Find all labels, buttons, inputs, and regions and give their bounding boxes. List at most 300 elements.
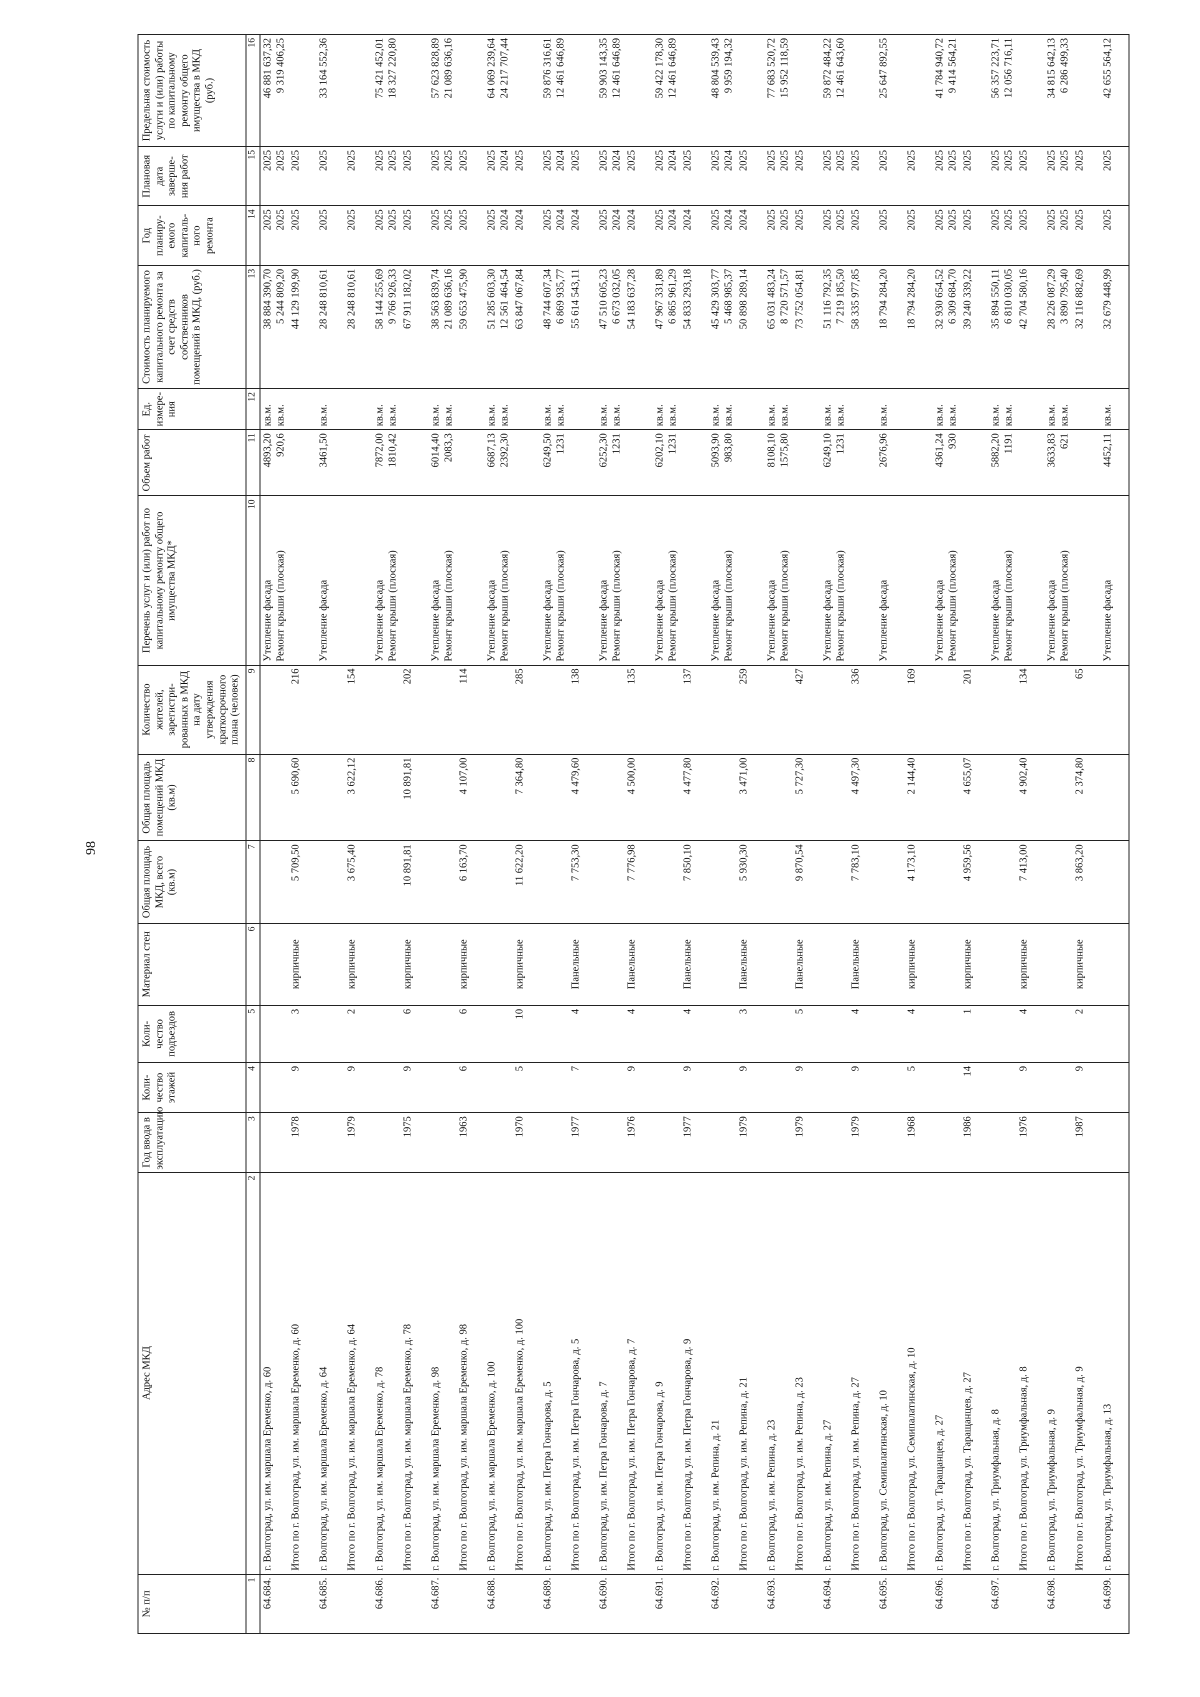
address-cell: г. Волгоград, ул. Семипалатинская, д. 10 bbox=[877, 1172, 905, 1574]
wall-material-cell: Панельные bbox=[625, 923, 653, 1005]
entrances-cell bbox=[317, 1005, 345, 1062]
limit-cost-cell bbox=[737, 35, 765, 147]
repair-year-cell: 2024 bbox=[625, 206, 653, 265]
entrances-cell bbox=[709, 1005, 737, 1062]
works-list-cell bbox=[569, 496, 597, 665]
completion-date-cell: 2025 bbox=[569, 147, 597, 206]
year-built-cell bbox=[877, 1113, 905, 1172]
row-number: 64.693. bbox=[765, 1574, 793, 1633]
completion-date-cell: 2025 2025 bbox=[429, 147, 457, 206]
premises-area-cell: 5 690,60 bbox=[289, 754, 317, 841]
address-cell: Итого по г. Волгоград, ул. им. Репина, д. 23 bbox=[793, 1172, 821, 1574]
work-volume-cell bbox=[681, 430, 709, 496]
work-volume-cell bbox=[513, 430, 541, 496]
entrances-cell bbox=[765, 1005, 793, 1062]
wall-material-cell: Панельные bbox=[849, 923, 877, 1005]
residents-cell: 427 bbox=[793, 665, 821, 754]
year-built-cell: 1977 bbox=[569, 1113, 597, 1172]
premises-area-cell bbox=[1101, 754, 1130, 841]
residents-cell: 65 bbox=[1073, 665, 1101, 754]
completion-date-cell: 2025 bbox=[877, 147, 905, 206]
address-cell: Итого по г. Волгоград, ул. им. маршала Еременко, д. 60 bbox=[289, 1172, 317, 1574]
row-number: 64.699. bbox=[1101, 1574, 1130, 1633]
floors-cell: 9 bbox=[681, 1062, 709, 1112]
floors-cell: 14 bbox=[961, 1062, 989, 1112]
wall-material-cell: кирпичные bbox=[905, 923, 933, 1005]
limit-cost-cell: 34 815 642,13 6 286 499,33 bbox=[1045, 35, 1073, 147]
premises-area-cell bbox=[260, 754, 289, 841]
repair-year-cell: 2025 bbox=[457, 206, 485, 265]
entrances-cell: 4 bbox=[1017, 1005, 1045, 1062]
table-row bbox=[345, 35, 373, 1634]
limit-cost-cell bbox=[401, 35, 429, 147]
limit-cost-cell bbox=[345, 35, 373, 147]
floors-cell: 9 bbox=[1073, 1062, 1101, 1112]
work-volume-cell: 8108,10 1575,80 bbox=[765, 430, 793, 496]
total-area-cell: 5 709,50 bbox=[289, 841, 317, 923]
year-built-cell: 1979 bbox=[737, 1113, 765, 1172]
unit-cell bbox=[905, 389, 933, 430]
wall-material-cell bbox=[317, 923, 345, 1005]
column-number: 14 bbox=[246, 206, 260, 265]
planned-cost-cell: 48 744 607,34 6 869 935,77 bbox=[541, 265, 569, 388]
works-list-cell bbox=[793, 496, 821, 665]
completion-date-cell: 2025 2025 bbox=[989, 147, 1017, 206]
wall-material-cell: кирпичные bbox=[401, 923, 429, 1005]
premises-area-cell bbox=[373, 754, 401, 841]
entrances-cell: 2 bbox=[1073, 1005, 1101, 1062]
work-volume-cell bbox=[569, 430, 597, 496]
entrances-cell bbox=[260, 1005, 289, 1062]
total-area-cell: 4 959,56 bbox=[961, 841, 989, 923]
table-row bbox=[260, 35, 289, 1634]
row-number bbox=[401, 1574, 429, 1633]
planned-cost-cell: 63 847 067,84 bbox=[513, 265, 541, 388]
total-area-cell bbox=[541, 841, 569, 923]
work-volume-cell bbox=[457, 430, 485, 496]
address-cell: г. Волгоград, ул. им. маршала Еременко, д. 64 bbox=[317, 1172, 345, 1574]
limit-cost-cell: 57 623 828,89 21 089 636,16 bbox=[429, 35, 457, 147]
works-list-cell bbox=[961, 496, 989, 665]
total-area-cell bbox=[429, 841, 457, 923]
entrances-cell bbox=[485, 1005, 513, 1062]
entrances-cell bbox=[877, 1005, 905, 1062]
year-built-cell bbox=[1101, 1113, 1130, 1172]
planned-cost-cell: 58 335 977,85 bbox=[849, 265, 877, 388]
limit-cost-cell: 41 784 940,72 9 414 564,21 bbox=[933, 35, 961, 147]
unit-cell bbox=[681, 389, 709, 430]
floors-cell bbox=[877, 1062, 905, 1112]
row-number: 64.687. bbox=[429, 1574, 457, 1633]
header-cell: Стоимость планируемого капитального ремонта за счет средств собственников помещений в МКД, (руб.) bbox=[138, 265, 246, 388]
completion-date-cell: 2025 bbox=[849, 147, 877, 206]
work-volume-cell bbox=[625, 430, 653, 496]
works-list-cell: Утепление фасада Ремонт крыши (плоская) bbox=[429, 496, 457, 665]
unit-cell: кв.м. кв.м. bbox=[1045, 389, 1073, 430]
address-cell: г. Волгоград, ул. Триумфальная, д. 9 bbox=[1045, 1172, 1073, 1574]
unit-cell bbox=[513, 389, 541, 430]
floors-cell bbox=[317, 1062, 345, 1112]
premises-area-cell: 4 655,07 bbox=[961, 754, 989, 841]
limit-cost-cell bbox=[289, 35, 317, 147]
residents-cell: 138 bbox=[569, 665, 597, 754]
residents-cell: 202 bbox=[401, 665, 429, 754]
unit-cell bbox=[345, 389, 373, 430]
repair-year-cell: 2025 2024 bbox=[709, 206, 737, 265]
year-built-cell bbox=[317, 1113, 345, 1172]
floors-cell bbox=[373, 1062, 401, 1112]
entrances-cell: 6 bbox=[401, 1005, 429, 1062]
entrances-cell: 6 bbox=[457, 1005, 485, 1062]
completion-date-cell: 2025 bbox=[737, 147, 765, 206]
address-cell: Итого по г. Волгоград, ул. им. маршала Еременко, д. 100 bbox=[513, 1172, 541, 1574]
premises-area-cell bbox=[429, 754, 457, 841]
row-number: 64.686. bbox=[373, 1574, 401, 1633]
residents-cell: 135 bbox=[625, 665, 653, 754]
table-row bbox=[709, 35, 737, 1634]
residents-cell: 216 bbox=[289, 665, 317, 754]
total-area-cell: 7 413,00 bbox=[1017, 841, 1045, 923]
residents-cell bbox=[373, 665, 401, 754]
limit-cost-cell: 77 683 520,72 15 952 118,59 bbox=[765, 35, 793, 147]
header-cell: Количество жителей, зарегистри-рованных в МКД на дату утверждения краткосрочного плана (человек) bbox=[138, 665, 246, 754]
residents-cell bbox=[877, 665, 905, 754]
column-number: 16 bbox=[246, 35, 260, 147]
entrances-cell: 2 bbox=[345, 1005, 373, 1062]
floors-cell: 9 bbox=[345, 1062, 373, 1112]
planned-cost-cell: 65 031 483,24 8 720 571,57 bbox=[765, 265, 793, 388]
wall-material-cell: кирпичные bbox=[345, 923, 373, 1005]
works-list-cell bbox=[737, 496, 765, 665]
wall-material-cell: Панельные bbox=[737, 923, 765, 1005]
year-built-cell bbox=[260, 1113, 289, 1172]
planned-cost-cell: 67 911 182,02 bbox=[401, 265, 429, 388]
entrances-cell: 4 bbox=[569, 1005, 597, 1062]
column-number: 11 bbox=[246, 430, 260, 496]
residents-cell bbox=[765, 665, 793, 754]
capital-repair-table bbox=[138, 34, 1130, 1634]
header-cell: Перечень услуг и (или) работ по капитальному ремонту общего имущества МКД* bbox=[138, 496, 246, 665]
year-built-cell bbox=[485, 1113, 513, 1172]
header-cell: Материал стен bbox=[138, 923, 246, 1005]
row-number bbox=[457, 1574, 485, 1633]
address-cell: г. Волгоград, ул. Триумфальная, д. 13 bbox=[1101, 1172, 1130, 1574]
works-list-cell bbox=[625, 496, 653, 665]
residents-cell: 137 bbox=[681, 665, 709, 754]
floors-cell bbox=[597, 1062, 625, 1112]
repair-year-cell: 2025 2024 bbox=[541, 206, 569, 265]
repair-year-cell: 2025 bbox=[1073, 206, 1101, 265]
address-cell: Итого по г. Волгоград, ул. Таращанцев, д. 27 bbox=[961, 1172, 989, 1574]
table-row bbox=[429, 35, 457, 1634]
year-built-cell: 1976 bbox=[1017, 1113, 1045, 1172]
column-number: 1 bbox=[246, 1574, 260, 1633]
premises-area-cell: 3 622,12 bbox=[345, 754, 373, 841]
address-cell: г. Волгоград, ул. Триумфальная, д. 8 bbox=[989, 1172, 1017, 1574]
limit-cost-cell: 48 804 539,43 9 959 194,32 bbox=[709, 35, 737, 147]
entrances-cell bbox=[653, 1005, 681, 1062]
residents-cell: 259 bbox=[737, 665, 765, 754]
wall-material-cell bbox=[765, 923, 793, 1005]
entrances-cell: 3 bbox=[289, 1005, 317, 1062]
total-area-cell bbox=[1101, 841, 1130, 923]
wall-material-cell bbox=[541, 923, 569, 1005]
work-volume-cell: 6202,10 1231 bbox=[653, 430, 681, 496]
table-row bbox=[989, 35, 1017, 1634]
wall-material-cell: кирпичные bbox=[961, 923, 989, 1005]
residents-cell bbox=[653, 665, 681, 754]
limit-cost-cell: 59 903 143,35 12 461 646,89 bbox=[597, 35, 625, 147]
address-cell: Итого по г. Волгоград, ул. Семипалатинская, д. 10 bbox=[905, 1172, 933, 1574]
address-cell: г. Волгоград, ул. им. Репина, д. 23 bbox=[765, 1172, 793, 1574]
total-area-cell: 4 173,10 bbox=[905, 841, 933, 923]
repair-year-cell: 2025 bbox=[345, 206, 373, 265]
total-area-cell: 6 163,70 bbox=[457, 841, 485, 923]
works-list-cell: Утепление фасада Ремонт крыши (плоская) bbox=[933, 496, 961, 665]
header-row bbox=[138, 35, 246, 1634]
entrances-cell bbox=[821, 1005, 849, 1062]
table-row bbox=[569, 35, 597, 1634]
premises-area-cell: 4 902,40 bbox=[1017, 754, 1045, 841]
year-built-cell: 1979 bbox=[793, 1113, 821, 1172]
address-cell: г. Волгоград, ул. им. Репина, д. 21 bbox=[709, 1172, 737, 1574]
premises-area-cell bbox=[1045, 754, 1073, 841]
residents-cell: 169 bbox=[905, 665, 933, 754]
row-number: 64.691. bbox=[653, 1574, 681, 1633]
completion-date-cell: 2025 bbox=[625, 147, 653, 206]
premises-area-cell bbox=[485, 754, 513, 841]
limit-cost-cell: 33 164 552,36 bbox=[317, 35, 345, 147]
address-cell: Итого по г. Волгоград, ул. им. маршала Еременко, д. 98 bbox=[457, 1172, 485, 1574]
header-cell: Предельная стоимость услуги и (или) работы по капитальному ремонту общего имущества в МКД (руб.) bbox=[138, 35, 246, 147]
address-cell: г. Волгоград, ул. им. Петра Гончарова, д. 7 bbox=[597, 1172, 625, 1574]
row-number: 64.692. bbox=[709, 1574, 737, 1633]
table-row bbox=[737, 35, 765, 1634]
residents-cell bbox=[1045, 665, 1073, 754]
work-volume-cell bbox=[737, 430, 765, 496]
address-cell: Итого по г. Волгоград, ул. им. маршала Еременко, д. 78 bbox=[401, 1172, 429, 1574]
planned-cost-cell: 54 833 293,18 bbox=[681, 265, 709, 388]
column-number: 13 bbox=[246, 265, 260, 388]
address-cell: Итого по г. Волгоград, ул. им. Репина, д. 21 bbox=[737, 1172, 765, 1574]
limit-cost-cell: 42 655 564,12 bbox=[1101, 35, 1130, 147]
limit-cost-cell bbox=[793, 35, 821, 147]
unit-cell: кв.м. кв.м. bbox=[373, 389, 401, 430]
wall-material-cell bbox=[1101, 923, 1130, 1005]
planned-cost-cell: 59 653 475,90 bbox=[457, 265, 485, 388]
total-area-cell: 10 891,81 bbox=[401, 841, 429, 923]
planned-cost-cell: 39 240 339,22 bbox=[961, 265, 989, 388]
wall-material-cell: кирпичные bbox=[513, 923, 541, 1005]
row-number bbox=[345, 1574, 373, 1633]
total-area-cell: 7 776,98 bbox=[625, 841, 653, 923]
row-number bbox=[1017, 1574, 1045, 1633]
year-built-cell bbox=[821, 1113, 849, 1172]
completion-date-cell: 2025 2025 bbox=[260, 147, 289, 206]
premises-area-cell: 10 891,81 bbox=[401, 754, 429, 841]
address-cell: г. Волгоград, ул. им. Репина, д. 27 bbox=[821, 1172, 849, 1574]
table-row bbox=[289, 35, 317, 1634]
wall-material-cell bbox=[877, 923, 905, 1005]
row-number bbox=[905, 1574, 933, 1633]
planned-cost-cell: 44 129 199,90 bbox=[289, 265, 317, 388]
repair-year-cell: 2025 2024 bbox=[597, 206, 625, 265]
year-built-cell: 1975 bbox=[401, 1113, 429, 1172]
limit-cost-cell bbox=[849, 35, 877, 147]
limit-cost-cell bbox=[513, 35, 541, 147]
repair-year-cell: 2025 2024 bbox=[653, 206, 681, 265]
work-volume-cell bbox=[1073, 430, 1101, 496]
premises-area-cell: 5 727,30 bbox=[793, 754, 821, 841]
year-built-cell: 1977 bbox=[681, 1113, 709, 1172]
header-cell: Ед. измере-ния bbox=[138, 389, 246, 430]
repair-year-cell: 2025 bbox=[1101, 206, 1130, 265]
repair-year-cell: 2024 bbox=[569, 206, 597, 265]
floors-cell bbox=[1045, 1062, 1073, 1112]
repair-year-cell: 2025 bbox=[877, 206, 905, 265]
wall-material-cell bbox=[709, 923, 737, 1005]
works-list-cell bbox=[905, 496, 933, 665]
table-row bbox=[961, 35, 989, 1634]
total-area-cell bbox=[877, 841, 905, 923]
premises-area-cell: 4 477,80 bbox=[681, 754, 709, 841]
header-cell: Общая площадь МКД, всего (кв.м) bbox=[138, 841, 246, 923]
row-number: 64.694. bbox=[821, 1574, 849, 1633]
premises-area-cell: 2 144,40 bbox=[905, 754, 933, 841]
residents-cell bbox=[485, 665, 513, 754]
unit-cell: кв.м. кв.м. bbox=[597, 389, 625, 430]
work-volume-cell bbox=[905, 430, 933, 496]
entrances-cell: 4 bbox=[905, 1005, 933, 1062]
page-number: 98 bbox=[84, 841, 99, 855]
table-row bbox=[681, 35, 709, 1634]
row-number: 64.688. bbox=[485, 1574, 513, 1633]
total-area-cell bbox=[1045, 841, 1073, 923]
floors-cell: 5 bbox=[513, 1062, 541, 1112]
work-volume-cell bbox=[961, 430, 989, 496]
repair-year-cell: 2025 bbox=[849, 206, 877, 265]
work-volume-cell bbox=[345, 430, 373, 496]
row-number: 64.685. bbox=[317, 1574, 345, 1633]
works-list-cell: Утепление фасада Ремонт крыши (плоская) bbox=[260, 496, 289, 665]
completion-date-cell: 2025 2024 bbox=[597, 147, 625, 206]
repair-year-cell: 2025 2025 bbox=[765, 206, 793, 265]
premises-area-cell bbox=[317, 754, 345, 841]
floors-cell bbox=[709, 1062, 737, 1112]
table-row bbox=[1045, 35, 1073, 1634]
work-volume-cell: 4893,20 920,6 bbox=[260, 430, 289, 496]
row-number: 64.689. bbox=[541, 1574, 569, 1633]
year-built-cell: 1986 bbox=[961, 1113, 989, 1172]
year-built-cell: 1979 bbox=[849, 1113, 877, 1172]
floors-cell bbox=[429, 1062, 457, 1112]
row-number bbox=[625, 1574, 653, 1633]
planned-cost-cell: 32 930 654,52 6 309 684,70 bbox=[933, 265, 961, 388]
floors-cell: 9 bbox=[1017, 1062, 1045, 1112]
work-volume-cell bbox=[1017, 430, 1045, 496]
unit-cell: кв.м. кв.м. bbox=[765, 389, 793, 430]
total-area-cell bbox=[485, 841, 513, 923]
floors-cell bbox=[821, 1062, 849, 1112]
planned-cost-cell: 32 679 448,99 bbox=[1101, 265, 1130, 388]
unit-cell bbox=[1073, 389, 1101, 430]
planned-cost-cell: 28 248 810,61 bbox=[317, 265, 345, 388]
total-area-cell: 7 850,10 bbox=[681, 841, 709, 923]
work-volume-cell bbox=[401, 430, 429, 496]
total-area-cell bbox=[317, 841, 345, 923]
address-cell: Итого по г. Волгоград, ул. им. Петра Гончарова, д. 7 bbox=[625, 1172, 653, 1574]
address-cell: Итого по г. Волгоград, ул. им. Петра Гончарова, д. 5 bbox=[569, 1172, 597, 1574]
planned-cost-cell: 51 116 792,35 7 219 185,50 bbox=[821, 265, 849, 388]
floors-cell bbox=[541, 1062, 569, 1112]
limit-cost-cell: 59 872 484,22 12 461 643,60 bbox=[821, 35, 849, 147]
wall-material-cell bbox=[1045, 923, 1073, 1005]
entrances-cell bbox=[429, 1005, 457, 1062]
table-row bbox=[793, 35, 821, 1634]
repair-year-cell: 2025 2025 bbox=[821, 206, 849, 265]
table-row bbox=[1101, 35, 1130, 1634]
residents-cell bbox=[541, 665, 569, 754]
floors-cell bbox=[260, 1062, 289, 1112]
year-built-cell: 1970 bbox=[513, 1113, 541, 1172]
premises-area-cell: 4 500,00 bbox=[625, 754, 653, 841]
address-cell: г. Волгоград, ул. Таращанцев, д. 27 bbox=[933, 1172, 961, 1574]
works-list-cell bbox=[457, 496, 485, 665]
total-area-cell bbox=[373, 841, 401, 923]
limit-cost-cell: 59 422 178,30 12 461 646,89 bbox=[653, 35, 681, 147]
row-number: 64.698. bbox=[1045, 1574, 1073, 1633]
limit-cost-cell: 64 069 239,64 24 217 707,44 bbox=[485, 35, 513, 147]
address-cell: Итого по г. Волгоград, ул. им. Петра Гончарова, д. 9 bbox=[681, 1172, 709, 1574]
repair-year-cell: 2025 bbox=[289, 206, 317, 265]
table-row bbox=[933, 35, 961, 1634]
premises-area-cell: 7 364,80 bbox=[513, 754, 541, 841]
planned-cost-cell: 51 285 603,30 12 561 464,54 bbox=[485, 265, 513, 388]
work-volume-cell: 5882,20 1191 bbox=[989, 430, 1017, 496]
completion-date-cell: 2025 2025 bbox=[933, 147, 961, 206]
year-built-cell: 1968 bbox=[905, 1113, 933, 1172]
row-number bbox=[681, 1574, 709, 1633]
table-row bbox=[905, 35, 933, 1634]
unit-cell: кв.м. кв.м. bbox=[709, 389, 737, 430]
rotated-table-container bbox=[138, 34, 1200, 1634]
premises-area-cell: 3 471,00 bbox=[737, 754, 765, 841]
table-row bbox=[373, 35, 401, 1634]
residents-cell bbox=[317, 665, 345, 754]
floors-cell bbox=[989, 1062, 1017, 1112]
entrances-cell bbox=[373, 1005, 401, 1062]
works-list-cell: Утепление фасада Ремонт крыши (плоская) bbox=[1045, 496, 1073, 665]
unit-cell bbox=[1017, 389, 1045, 430]
column-number: 4 bbox=[246, 1062, 260, 1112]
wall-material-cell: кирпичные bbox=[1073, 923, 1101, 1005]
completion-date-cell: 2025 bbox=[1101, 147, 1130, 206]
premises-area-cell: 2 374,80 bbox=[1073, 754, 1101, 841]
year-built-cell: 1976 bbox=[625, 1113, 653, 1172]
unit-cell bbox=[457, 389, 485, 430]
entrances-cell bbox=[597, 1005, 625, 1062]
completion-date-cell: 2025 2024 bbox=[541, 147, 569, 206]
repair-year-cell: 2025 2024 bbox=[485, 206, 513, 265]
planned-cost-cell: 35 894 550,11 6 810 030,05 bbox=[989, 265, 1017, 388]
completion-date-cell: 2025 bbox=[317, 147, 345, 206]
limit-cost-cell: 25 647 892,55 bbox=[877, 35, 905, 147]
limit-cost-cell bbox=[1073, 35, 1101, 147]
unit-cell bbox=[961, 389, 989, 430]
year-built-cell: 1963 bbox=[457, 1113, 485, 1172]
address-cell: г. Волгоград, ул. им. маршала Еременко, д. 60 bbox=[260, 1172, 289, 1574]
address-cell: Итого по г. Волгоград, ул. Триумфальная, д. 9 bbox=[1073, 1172, 1101, 1574]
